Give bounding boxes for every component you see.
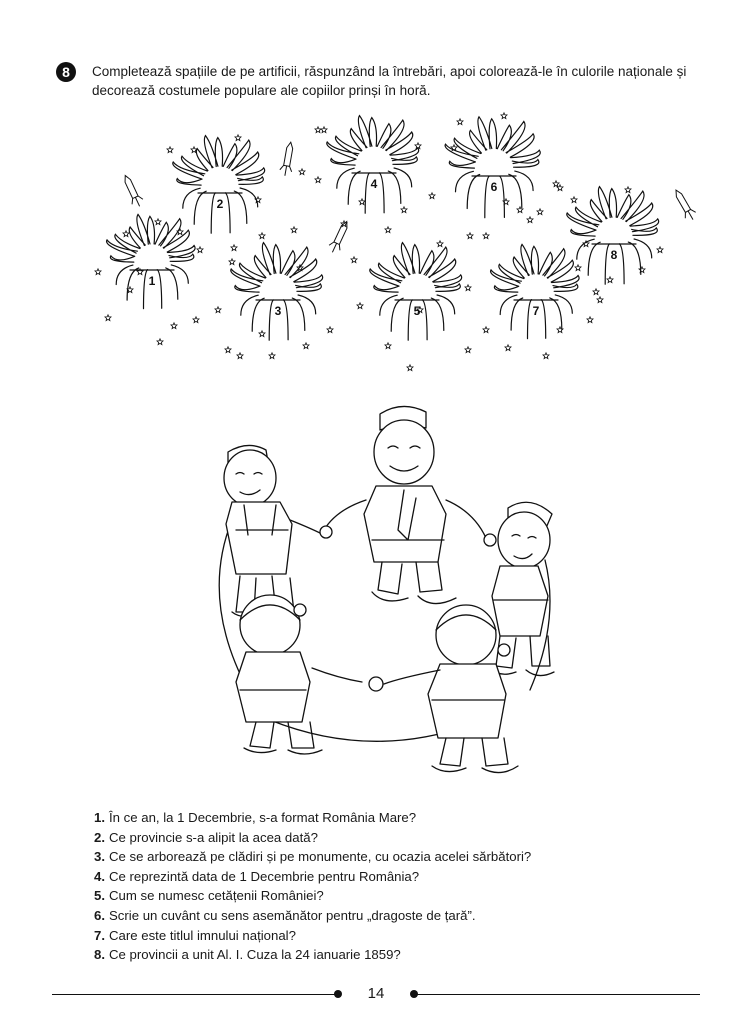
star-icon xyxy=(483,233,489,239)
star-icon xyxy=(385,227,391,233)
firework-2 xyxy=(173,136,265,234)
exercise-number-badge: 8 xyxy=(56,62,76,82)
child-bottom-right xyxy=(384,605,518,773)
star-icon xyxy=(607,277,613,283)
star-icon xyxy=(597,297,603,303)
star-icon xyxy=(553,181,559,187)
footer-rule-left xyxy=(52,994,336,995)
question-item: 3. Ce se arborează pe clădiri și pe monumente, cu ocazia acelei sărbători? xyxy=(94,849,532,865)
fireworks-group xyxy=(107,116,659,341)
rockets-group xyxy=(120,141,698,255)
star-icon xyxy=(407,365,413,371)
firework-burst-2 xyxy=(173,136,265,234)
firework-8 xyxy=(567,187,659,285)
star-icon xyxy=(171,323,177,329)
stars-group xyxy=(95,113,663,371)
star-icon xyxy=(505,345,511,351)
hora-dancers-illustration xyxy=(219,406,554,772)
child-center-top xyxy=(324,406,486,603)
firework-number-7: 7 xyxy=(532,304,540,318)
star-icon xyxy=(191,147,197,153)
child-right xyxy=(490,502,554,675)
star-icon xyxy=(297,265,303,271)
star-icon xyxy=(197,247,203,253)
star-icon xyxy=(451,145,457,151)
star-icon xyxy=(465,285,471,291)
star-icon xyxy=(155,219,161,225)
question-item: 8. Ce provincii a unit Al. I. Cuza la 24 ianuarie 1859? xyxy=(94,947,401,963)
firework-3 xyxy=(231,243,323,341)
firework-burst-3 xyxy=(231,243,323,341)
star-icon xyxy=(503,199,509,205)
star-icon xyxy=(625,187,631,193)
star-icon xyxy=(537,209,543,215)
star-icon xyxy=(235,135,241,141)
star-icon xyxy=(417,307,423,313)
star-icon xyxy=(157,339,163,345)
exercise-instructions: Completează spațiile de pe artificii, răspunzând la întrebări, apoi colorează-le în culorile naționale și decorează costumele populare ale copiilor prinși în horă. xyxy=(92,64,687,98)
firework-7 xyxy=(491,244,580,338)
firework-burst-7 xyxy=(491,244,580,338)
star-icon xyxy=(467,233,473,239)
star-icon xyxy=(303,343,309,349)
firework-number-5: 5 xyxy=(413,304,421,318)
firework-burst-6 xyxy=(445,117,540,218)
star-icon xyxy=(401,207,407,213)
star-icon xyxy=(321,127,327,133)
firework-4 xyxy=(327,116,419,214)
rocket-icon xyxy=(279,141,297,177)
question-item: 4. Ce reprezintă data de 1 Decembrie pentru România? xyxy=(94,868,420,884)
firework-number-2: 2 xyxy=(216,197,224,211)
question-item: 1. În ce an, la 1 Decembrie, s-a format România Mare? xyxy=(94,810,417,825)
star-icon xyxy=(543,353,549,359)
star-icon xyxy=(299,169,305,175)
star-icon xyxy=(429,193,435,199)
star-icon xyxy=(231,245,237,251)
star-icon xyxy=(465,347,471,353)
star-icon xyxy=(315,127,321,133)
star-icon xyxy=(193,317,199,323)
star-icon xyxy=(501,113,507,119)
star-icon xyxy=(415,143,421,149)
star-icon xyxy=(359,199,365,205)
star-icon xyxy=(291,227,297,233)
star-icon xyxy=(639,267,645,273)
footer-dot-left xyxy=(334,990,342,998)
rocket-icon xyxy=(120,173,145,209)
star-icon xyxy=(269,353,275,359)
star-icon xyxy=(215,307,221,313)
star-icon xyxy=(105,315,111,321)
firework-1 xyxy=(107,214,196,308)
rocket-icon xyxy=(671,187,698,222)
star-icon xyxy=(437,241,443,247)
star-icon xyxy=(483,327,489,333)
star-icon xyxy=(177,229,183,235)
star-icon xyxy=(123,231,129,237)
star-icon xyxy=(167,147,173,153)
star-icon xyxy=(315,177,321,183)
star-icon xyxy=(457,119,463,125)
star-icon xyxy=(575,265,581,271)
firework-burst-5 xyxy=(370,243,462,341)
star-icon xyxy=(225,347,231,353)
star-icon xyxy=(385,343,391,349)
firework-number-4: 4 xyxy=(370,177,378,191)
star-icon xyxy=(557,185,563,191)
star-icon xyxy=(229,259,235,265)
star-icon xyxy=(351,257,357,263)
child-left-top xyxy=(224,445,322,617)
star-icon xyxy=(571,197,577,203)
star-icon xyxy=(255,197,261,203)
footer-rule-right xyxy=(416,994,700,995)
question-item: 5. Cum se numesc cetățenii României? xyxy=(94,888,324,904)
star-icon xyxy=(527,217,533,223)
question-item: 2. Ce provincie s-a alipit la acea dată? xyxy=(94,829,318,845)
star-icon xyxy=(259,331,265,337)
star-icon xyxy=(557,327,563,333)
star-icon xyxy=(357,303,363,309)
star-icon xyxy=(127,287,133,293)
star-icon xyxy=(593,289,599,295)
star-icon xyxy=(587,317,593,323)
firework-number-6: 6 xyxy=(490,180,498,194)
firework-burst-4 xyxy=(327,116,419,214)
rocket-icon xyxy=(327,219,352,255)
firework-number-8: 8 xyxy=(610,248,618,262)
page-number: 14 xyxy=(367,985,385,1002)
firework-burst-1 xyxy=(107,214,196,308)
child-bottom-left xyxy=(236,595,362,754)
firework-5 xyxy=(370,243,462,341)
star-icon xyxy=(341,221,347,227)
questions-list xyxy=(94,808,531,965)
firework-6 xyxy=(445,117,540,218)
firework-number-3: 3 xyxy=(274,304,282,318)
star-icon xyxy=(137,269,143,275)
page-footer xyxy=(52,984,700,1004)
star-icon xyxy=(583,241,589,247)
firework-number-1: 1 xyxy=(148,274,156,288)
star-icon xyxy=(237,353,243,359)
firework-burst-8 xyxy=(567,187,659,285)
star-icon xyxy=(657,247,663,253)
star-icon xyxy=(327,327,333,333)
question-item: 6. Scrie un cuvânt cu sens asemănător pentru „dragoste de țară”. xyxy=(94,907,476,923)
star-icon xyxy=(517,207,523,213)
star-icon xyxy=(95,269,101,275)
question-item: 7. Care este titlul imnului național? xyxy=(94,927,296,943)
star-icon xyxy=(259,233,265,239)
